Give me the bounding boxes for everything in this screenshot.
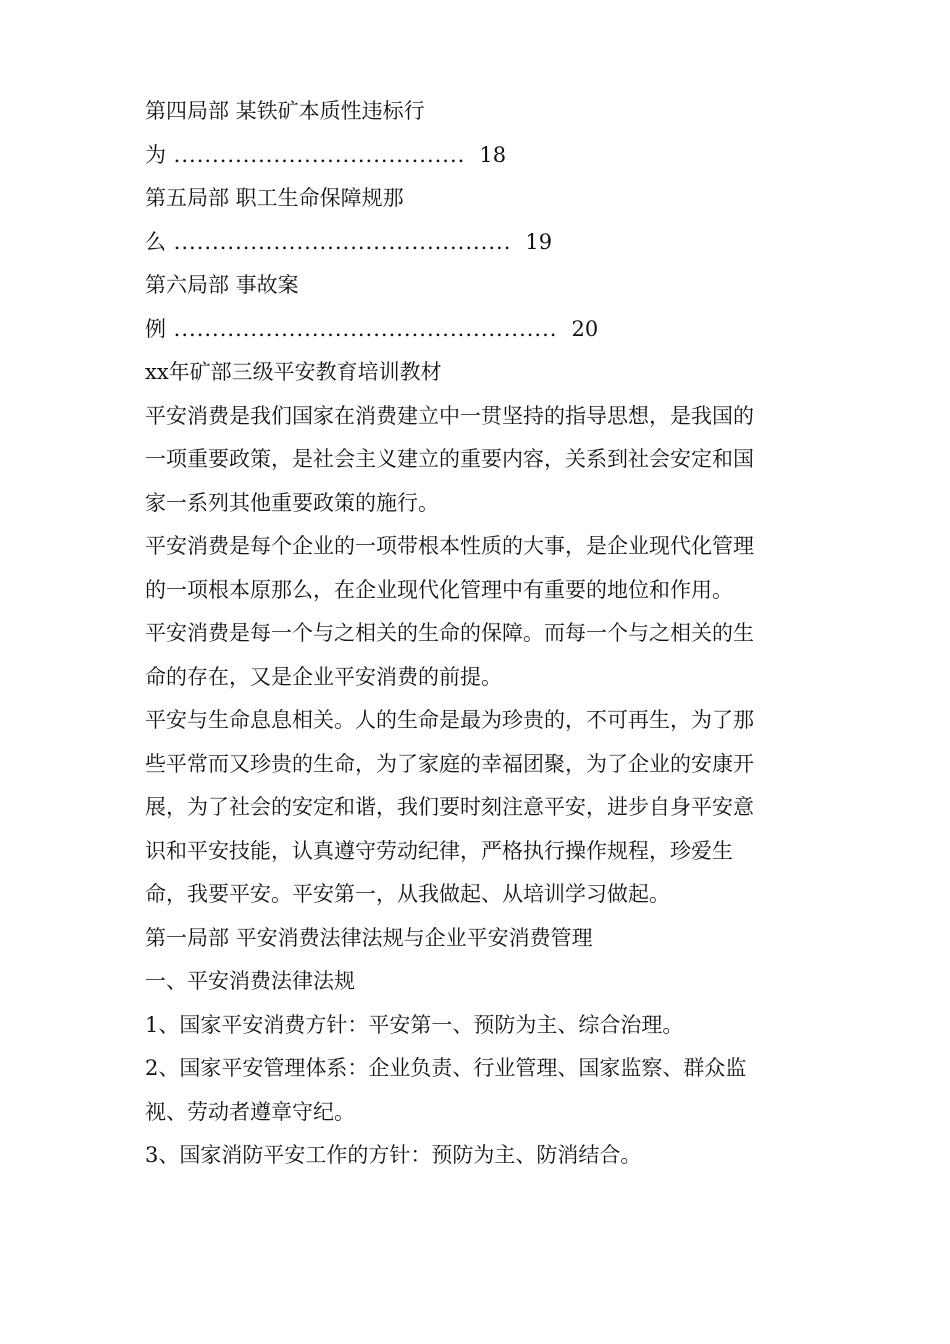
toc-page-number: 19 <box>525 229 553 254</box>
text-line: 命的存在，又是企业平安消费的前提。 <box>145 664 502 689</box>
toc-entry-tail: 例 <box>145 316 166 341</box>
text-line: 家一系列其他重要政策的施行。 <box>145 490 439 515</box>
toc-entry-tail: 为 <box>145 142 166 167</box>
list-item: 1、国家平安消费方针：平安第一、预防为主、综合治理。 <box>145 1012 684 1037</box>
text-line: 些平常而又珍贵的生命，为了家庭的幸福团聚，为了企业的安康开 <box>145 751 754 776</box>
toc-page-number: 18 <box>479 142 507 167</box>
toc-entry-6 <box>145 264 815 351</box>
list-item: 3、国家消防平安工作的方针：预防为主、防消结合。 <box>145 1143 642 1167</box>
toc-entry-5 <box>145 177 815 264</box>
toc-entry-line <box>145 308 815 352</box>
toc-dot-leader: ...................................... <box>166 142 466 167</box>
text-line: 一项重要政策，是社会主义建立的重要内容，关系到社会安定和国 <box>145 447 754 471</box>
toc-page-number: 20 <box>571 316 599 341</box>
toc-entry-title: 第四局部 某铁矿本质性违标行 <box>145 99 425 123</box>
document-title: xx年矿部三级平安教育培训教材 <box>145 360 442 384</box>
body-text <box>145 395 815 1178</box>
text-line: 平安消费是我们国家在消费建立中一贯坚持的指导思想，是我国的 <box>145 403 754 428</box>
text-line: 平安消费是每个企业的一项带根本性质的大事，是企业现代化管理 <box>145 534 754 558</box>
toc-entry-tail: 么 <box>145 229 166 254</box>
text-line: 展，为了社会的安定和谐，我们要时刻注意平安，进步自身平安意 <box>145 795 754 819</box>
list-item: 2、国家平安管理体系：企业负责、行业管理、国家监察、群众监 <box>145 1056 747 1080</box>
toc-entry-title: 第六局部 事故案 <box>145 273 299 297</box>
toc-dot-leader: .................................................. <box>166 316 558 341</box>
text-line: 命，我要平安。平安第一，从我做起、从培训学习做起。 <box>145 882 670 906</box>
text-line: 平安消费是每一个与之相关的生命的保障。而每一个与之相关的生 <box>145 621 754 645</box>
document-page <box>145 90 815 1178</box>
toc-dot-leader: ............................................ <box>166 229 512 254</box>
toc-entry-title: 第五局部 职工生命保障规那 <box>145 186 404 210</box>
text-line: 平安与生命息息相关。人的生命是最为珍贵的，不可再生，为了那 <box>145 708 754 732</box>
list-item-continuation: 视、劳动者遵章守纪。 <box>145 1099 355 1124</box>
subsection-heading: 一、平安消费法律法规 <box>145 969 355 993</box>
toc-entry-line <box>145 134 815 178</box>
toc-entry-4 <box>145 90 815 177</box>
text-line: 识和平安技能，认真遵守劳动纪律，严格执行操作规程，珍爱生 <box>145 838 733 863</box>
section-heading: 第一局部 平安消费法律法规与企业平安消费管理 <box>145 925 593 950</box>
toc-entry-line <box>145 221 815 265</box>
text-line: 的一项根本原那么，在企业现代化管理中有重要的地位和作用。 <box>145 577 733 602</box>
